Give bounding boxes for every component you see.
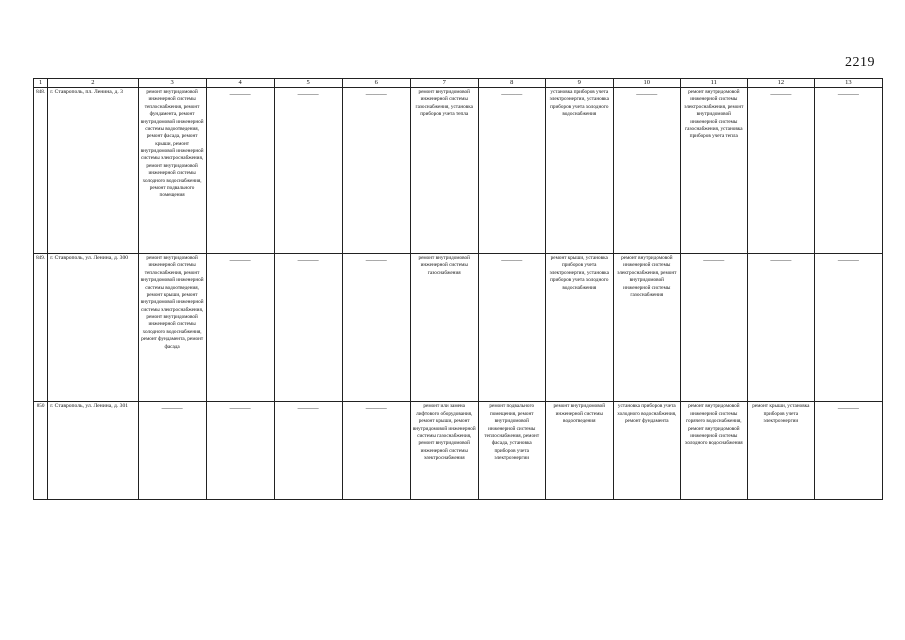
- dash-mark: ———: [365, 90, 387, 98]
- dash-mark: ———: [297, 256, 319, 265]
- work-cell: ремонт внутридомовой инженерной системы теплоснабжения, ремонт фундамента, ремонт внутридомовой инженерной системы водоотведения, ремонт фасада, ремонт крыши, ремонт внутридомовой инженерной системы электроснабжения, ремонт внутридомовой инженерной системы холодного водоснабжения, ремонт подвального помещения: [138, 88, 206, 254]
- address-cell: г. Ставрополь, пл. Ленина, д. 3: [48, 88, 138, 254]
- dash-mark: ———: [770, 90, 792, 98]
- column-header: 4: [206, 79, 274, 88]
- header-row: [34, 79, 883, 88]
- work-cell: ремонт внутридомовой инженерной системы теплоснабжения, ремонт внутридомовой инженерной системы водоотведения, ремонт крыши, ремонт внутридомовой инженерной системы электроснабжения, ремонт внутридомовой инженерной системы холодного водоснабжения, ремонт фундамента, ремонт фасада: [138, 254, 206, 402]
- dash-mark: ———: [297, 90, 319, 98]
- dash-mark: ———: [837, 404, 859, 413]
- dash-mark: ———: [297, 404, 319, 413]
- column-header: 1: [34, 79, 48, 88]
- work-cell: ремонт крыши, установка приборов учета электроэнергии: [747, 402, 814, 500]
- capital-repair-table: [33, 78, 883, 500]
- empty-cell: [680, 254, 747, 402]
- column-header: 6: [342, 79, 410, 88]
- dash-mark: ———: [770, 256, 792, 265]
- page-number: 2219: [845, 55, 875, 70]
- work-cell: ремонт внутридомовой инженерной системы газоснабжения: [410, 254, 478, 402]
- work-cell: установка приборов учета холодного водоснабжения, ремонт фундамента: [613, 402, 680, 500]
- empty-cell: [274, 254, 342, 402]
- dash-mark: ———: [501, 256, 523, 265]
- empty-cell: [206, 402, 274, 500]
- dash-mark: ———: [837, 90, 859, 98]
- address-cell: г. Ставрополь, ул. Ленина, д. 300: [48, 254, 138, 402]
- work-cell: ремонт внутридомовой инженерной системы горячего водоснабжения, ремонт внутридомовой инженерной системы холодного водоснабжения: [680, 402, 747, 500]
- empty-cell: [342, 88, 410, 254]
- empty-cell: [478, 254, 545, 402]
- column-header: 5: [274, 79, 342, 88]
- empty-cell: [274, 402, 342, 500]
- row-number: 850: [34, 402, 48, 500]
- empty-cell: [342, 402, 410, 500]
- dash-mark: ———: [837, 256, 859, 265]
- column-header: 10: [613, 79, 680, 88]
- table-row: [34, 254, 883, 402]
- column-header: 12: [747, 79, 814, 88]
- empty-cell: [613, 88, 680, 254]
- dash-mark: ———: [229, 404, 251, 413]
- work-cell: установка приборов учета электроэнергии, установка приборов учета холодного водоснабжения: [545, 88, 613, 254]
- dash-mark: ———: [501, 90, 523, 98]
- empty-cell: [342, 254, 410, 402]
- work-cell: ремонт внутридомовой инженерной системы электроснабжения, ремонт внутридомовой инженерной системы газоснабжения: [613, 254, 680, 402]
- column-header: 11: [680, 79, 747, 88]
- dash-mark: ———: [636, 90, 658, 98]
- address-cell: г. Ставрополь, ул. Ленина, д. 301: [48, 402, 138, 500]
- empty-cell: [138, 402, 206, 500]
- column-header: 9: [545, 79, 613, 88]
- row-number: 849.: [34, 254, 48, 402]
- dash-mark: ———: [161, 404, 183, 413]
- empty-cell: [478, 88, 545, 254]
- work-cell: ремонт внутридомовой инженерной системы электроснабжения, ремонт внутридомовой инженерной системы газоснабжения, установка приборов учета тепла: [680, 88, 747, 254]
- column-header: 8: [478, 79, 545, 88]
- dash-mark: ———: [703, 256, 725, 265]
- work-cell: ремонт или замена лифтового оборудования, ремонт крыши, ремонт внутридомовой инженерной системы газоснабжения, ремонт внутридомовой инженерной системы электроснабжения: [410, 402, 478, 500]
- empty-cell: [814, 402, 882, 500]
- empty-cell: [206, 88, 274, 254]
- row-number: 848.: [34, 88, 48, 254]
- work-cell: ремонт крыши, установка приборов учета электроэнергии, установка приборов учета холодного водоснабжения: [545, 254, 613, 402]
- dash-mark: ———: [229, 90, 251, 98]
- work-cell: ремонт внутридомовой инженерной системы водоотведения: [545, 402, 613, 500]
- empty-cell: [274, 88, 342, 254]
- table-row: [34, 88, 883, 254]
- empty-cell: [814, 254, 882, 402]
- work-cell: ремонт подвального помещения, ремонт внутридомовой инженерной системы теплоснабжения, ремонт фасада, установка приборов учета электроэнергии: [478, 402, 545, 500]
- column-header: 2: [48, 79, 138, 88]
- column-header: 3: [138, 79, 206, 88]
- empty-cell: [747, 254, 814, 402]
- column-header: 7: [410, 79, 478, 88]
- empty-cell: [814, 88, 882, 254]
- column-header: 13: [814, 79, 882, 88]
- dash-mark: ———: [229, 256, 251, 265]
- dash-mark: ———: [365, 256, 387, 265]
- empty-cell: [206, 254, 274, 402]
- empty-cell: [747, 88, 814, 254]
- table-row: [34, 402, 883, 500]
- dash-mark: ———: [365, 404, 387, 413]
- work-cell: ремонт внутридомовой инженерной системы газоснабжения, установка приборов учета тепла: [410, 88, 478, 254]
